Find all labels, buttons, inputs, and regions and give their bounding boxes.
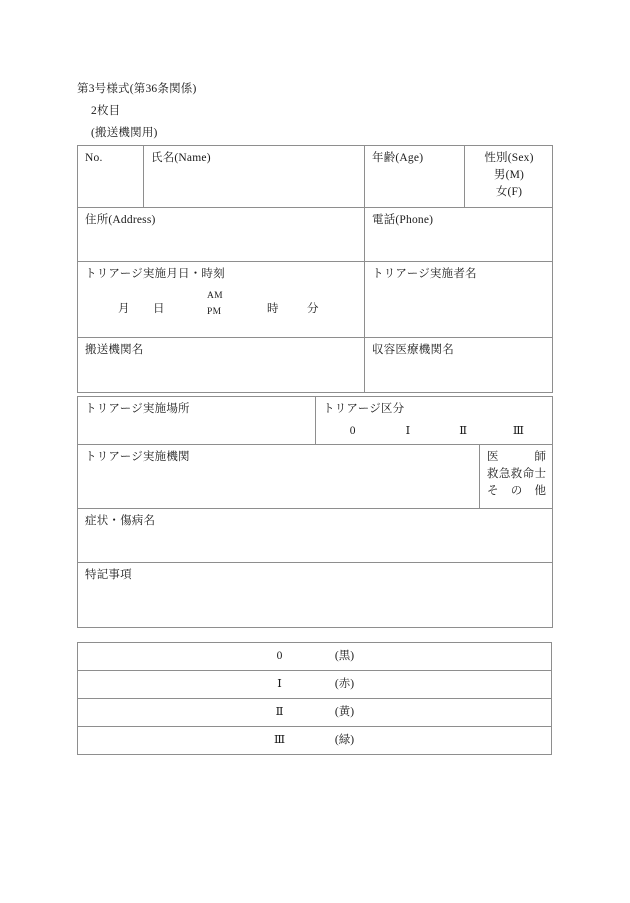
sex-female-option[interactable]: 女(F) bbox=[495, 186, 523, 198]
am-option[interactable]: AM bbox=[207, 291, 223, 301]
name-label: 氏名(Name) bbox=[151, 152, 211, 164]
code-numeral: Ⅰ bbox=[277, 678, 282, 690]
triage-category-option-3[interactable]: Ⅲ bbox=[512, 425, 524, 437]
cell-transport-org[interactable] bbox=[78, 338, 365, 393]
table-row[interactable] bbox=[78, 699, 552, 727]
triage-location-label: トリアージ実施場所 bbox=[85, 403, 190, 415]
day-unit: 日 bbox=[153, 303, 165, 315]
month-unit: 月 bbox=[118, 303, 130, 315]
transport-org-label: 搬送機関名 bbox=[85, 344, 144, 356]
code-cell-1[interactable] bbox=[78, 671, 552, 699]
code-cell-2[interactable] bbox=[78, 699, 552, 727]
triage-category-options bbox=[323, 423, 546, 440]
code-numeral: 0 bbox=[276, 650, 283, 662]
role-option-other[interactable]: その他 bbox=[487, 485, 546, 497]
ampm-selector[interactable] bbox=[207, 289, 223, 320]
code-color-name: (黒) bbox=[334, 650, 355, 662]
datetime-entry-area bbox=[85, 283, 358, 333]
symptoms-label: 症状・傷病名 bbox=[85, 515, 156, 527]
age-label: 年齢(Age) bbox=[372, 152, 424, 164]
table-row[interactable] bbox=[78, 643, 552, 671]
triage-category-option-1[interactable]: Ⅰ bbox=[405, 425, 411, 437]
cell-triage-organization[interactable] bbox=[78, 445, 480, 509]
table-row[interactable] bbox=[78, 671, 552, 699]
hour-unit: 時 bbox=[267, 303, 279, 315]
triage-organization-label: トリアージ実施機関 bbox=[85, 451, 190, 463]
identity-table bbox=[77, 145, 553, 393]
receiving-org-label: 収容医療機関名 bbox=[372, 344, 454, 356]
pm-option[interactable]: PM bbox=[207, 306, 222, 317]
cell-receiving-org[interactable] bbox=[365, 338, 553, 393]
table-row bbox=[78, 262, 553, 338]
table-row bbox=[78, 445, 553, 509]
table-row bbox=[78, 509, 553, 563]
code-numeral: Ⅱ bbox=[275, 706, 284, 718]
cell-no[interactable] bbox=[78, 146, 144, 208]
table-row[interactable] bbox=[78, 727, 552, 755]
cell-age[interactable] bbox=[365, 146, 465, 208]
cell-triage-location[interactable] bbox=[78, 397, 316, 445]
code-color-name: (黄) bbox=[334, 706, 355, 718]
table-row bbox=[78, 397, 553, 445]
triage-category-label: トリアージ区分 bbox=[323, 403, 405, 415]
cell-triage-datetime[interactable] bbox=[78, 262, 365, 338]
triage-person-label: トリアージ実施者名 bbox=[372, 268, 477, 280]
code-cell-3[interactable] bbox=[78, 727, 552, 755]
cell-triage-category[interactable] bbox=[316, 397, 553, 445]
sex-male-option[interactable]: 男(M) bbox=[493, 169, 525, 181]
cell-triage-person[interactable] bbox=[365, 262, 553, 338]
role-option-doctor[interactable]: 医師 bbox=[487, 451, 546, 463]
cell-name[interactable] bbox=[144, 146, 365, 208]
address-label: 住所(Address) bbox=[85, 214, 156, 226]
no-label: No. bbox=[85, 152, 103, 164]
table-row bbox=[78, 563, 553, 628]
sex-label: 性別(Sex) bbox=[484, 152, 534, 164]
triage-color-code-table bbox=[77, 642, 552, 755]
cell-role-selector[interactable] bbox=[480, 445, 553, 509]
cell-phone[interactable] bbox=[365, 208, 553, 262]
code-color-name: (緑) bbox=[334, 734, 355, 746]
cell-remarks[interactable] bbox=[78, 563, 553, 628]
triage-category-option-2[interactable]: Ⅱ bbox=[459, 425, 468, 437]
code-color-name: (赤) bbox=[334, 678, 355, 690]
triage-category-option-0[interactable]: 0 bbox=[349, 425, 356, 437]
triage-detail-table bbox=[77, 396, 553, 628]
table-row bbox=[78, 146, 553, 208]
minute-unit: 分 bbox=[307, 303, 319, 315]
triage-datetime-label: トリアージ実施月日・時刻 bbox=[85, 268, 225, 280]
phone-label: 電話(Phone) bbox=[372, 214, 434, 226]
document-heading bbox=[77, 78, 557, 144]
cell-address[interactable] bbox=[78, 208, 365, 262]
role-option-paramedic[interactable]: 救急救命士 bbox=[487, 468, 546, 480]
code-cell-0[interactable] bbox=[78, 643, 552, 671]
remarks-label: 特記事項 bbox=[85, 569, 132, 581]
table-row bbox=[78, 208, 553, 262]
code-numeral: Ⅲ bbox=[273, 734, 286, 746]
form-number: 第3号様式(第36条関係) bbox=[77, 83, 197, 95]
sheet-number: 2枚目 bbox=[91, 105, 121, 117]
recipient-note: (搬送機関用) bbox=[91, 127, 158, 139]
cell-sex[interactable] bbox=[465, 146, 553, 208]
table-row bbox=[78, 338, 553, 393]
cell-symptoms[interactable] bbox=[78, 509, 553, 563]
